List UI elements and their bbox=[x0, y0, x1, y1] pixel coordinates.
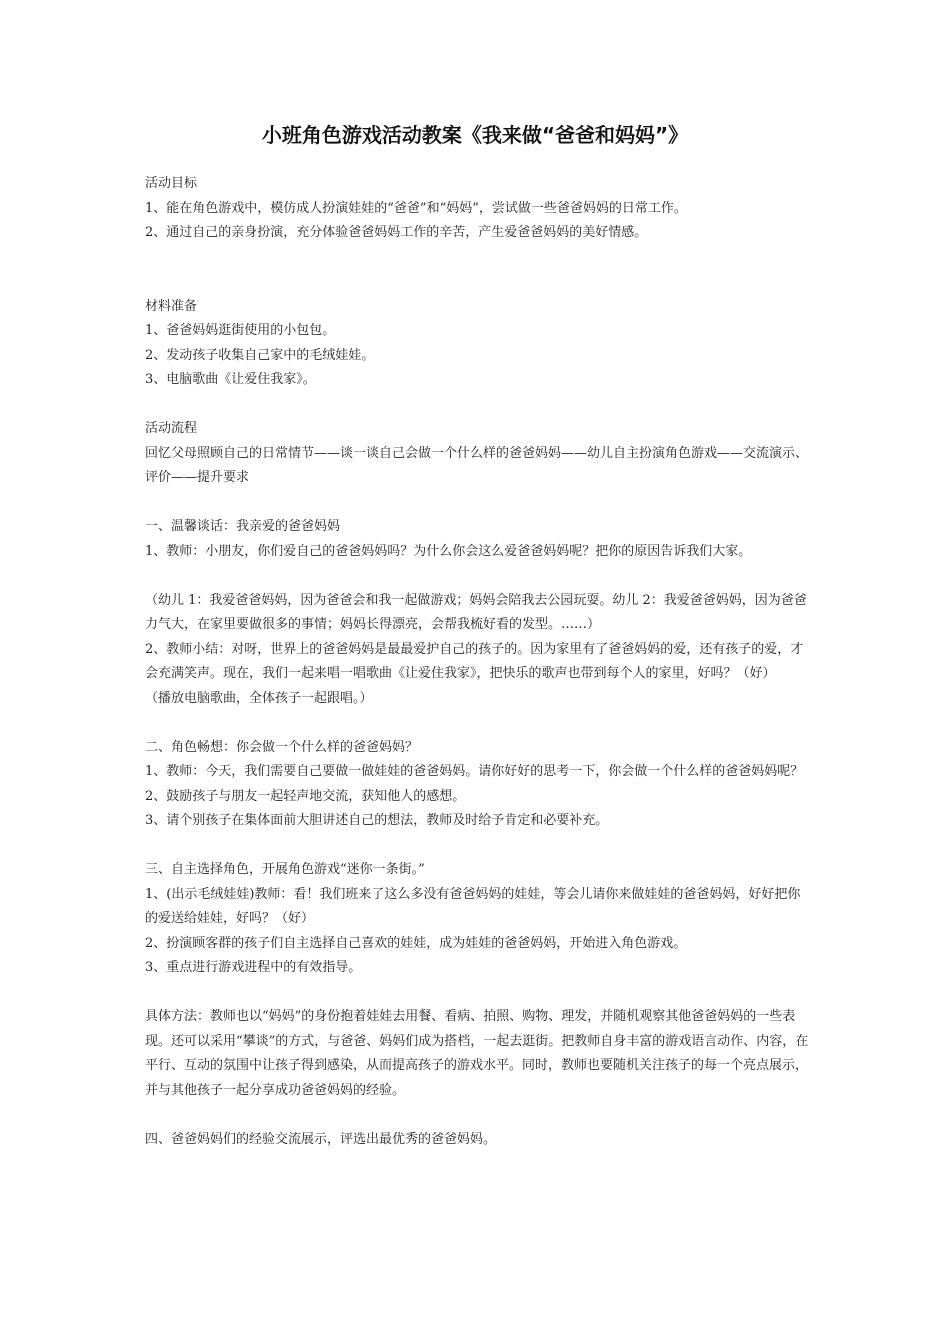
process-text: 回忆父母照顾自己的日常情节——谈一谈自己会做一个什么样的爸爸妈妈——幼儿自主扮演角色游戏——交流演示、评价——提升要求 bbox=[145, 445, 809, 485]
goals-heading: 活动目标 bbox=[145, 176, 198, 191]
section1-item: 1、教师：小朋友，你们爱自己的爸爸妈妈吗？为什么你会这么爱爸爸妈妈呢？把你的原因告诉我们大家。 bbox=[145, 543, 752, 559]
spacer bbox=[145, 1103, 813, 1128]
spacer bbox=[145, 491, 813, 516]
section2-item: 2、鼓励孩子与朋友一起轻声地交流，获知他人的感想。 bbox=[145, 788, 466, 804]
section2-heading: 二、角色畅想：你会做一个什么样的爸爸妈妈？ bbox=[145, 739, 419, 755]
spacer bbox=[145, 246, 813, 295]
section3-item: 1、(出示毛绒娃娃)教师：看！我们班来了这么多没有爸爸妈妈的娃娃，等会儿请你来做娃娃的爸爸妈妈，好好把你的爱送给娃娃，好吗？（好） bbox=[145, 886, 801, 926]
goals-item: 1、能在角色游戏中，模仿成人扮演娃娃的“爸爸”和“妈妈”，尝试做一些爸爸妈妈的日常工作。 bbox=[145, 200, 687, 216]
spacer bbox=[145, 834, 813, 859]
materials-item: 1、爸爸妈妈逛街使用的小包包。 bbox=[145, 323, 336, 338]
section3-item: 3、重点进行游戏进程中的有效指导。 bbox=[145, 960, 362, 975]
spacer bbox=[145, 564, 813, 589]
spacer bbox=[145, 711, 813, 736]
section1-children-answers: （幼儿 1：我爱爸爸妈妈，因为爸爸会和我一起做游戏；妈妈会陪我去公园玩耍。幼儿 2：我爱爸爸妈妈，因为爸爸力气大，在家里要做很多的事情；妈妈长得漂亮，会帮我梳好看的发型。……） bbox=[145, 592, 807, 632]
spacer bbox=[145, 981, 813, 1006]
materials-item: 3、电脑歌曲《让爱住我家》。 bbox=[145, 372, 316, 387]
section1-heading: 一、温馨谈话：我亲爱的爸爸妈妈 bbox=[145, 519, 341, 534]
method-paragraph: 具体方法：教师也以“妈妈”的身份抱着娃娃去用餐、看病、拍照、购物、理发，并随机观察其他爸爸妈妈的一些表现。还可以采用“攀谈”的方式，与爸爸、妈妈们成为搭档，一起去逛街。把教师自身丰富的游戏语言动作、内容，在平行、互动的氛围中让孩子得到感染，从而提高孩子的游戏水平。同时，教师也要随机关注孩子的每一个亮点展示，并与其他孩子一起分享成功爸爸妈妈的经验。 bbox=[145, 1009, 809, 1098]
section3-item: 2、扮演顾客群的孩子们自主选择自己喜欢的娃娃，成为娃娃的爸爸妈妈，开始进入角色游戏。 bbox=[145, 935, 687, 951]
document-title: 小班角色游戏活动教案《我来做“爸爸和妈妈”》 bbox=[261, 123, 689, 147]
section1-item: 2、教师小结：对呀，世界上的爸爸妈妈是最最爱护自己的孩子的。因为家里有了爸爸妈妈的爱，还有孩子的爱，才会充满笑声。现在，我们一起来唱一唱歌曲《让爱住我家》，把快乐的歌声也带到每个人的家里，好吗？（好） bbox=[145, 641, 804, 681]
document-body bbox=[145, 172, 813, 1152]
goals-item: 2、通过自己的亲身扮演，充分体验爸爸妈妈工作的辛苦，产生爱爸爸妈妈的美好情感。 bbox=[145, 225, 648, 240]
materials-heading: 材料准备 bbox=[145, 298, 198, 314]
spacer bbox=[145, 393, 813, 418]
section2-item: 3、请个别孩子在集体面前大胆讲述自己的想法，教师及时给予肯定和必要补充。 bbox=[145, 813, 609, 828]
section4-heading: 四、爸爸妈妈们的经验交流展示，评选出最优秀的爸爸妈妈。 bbox=[145, 1131, 497, 1147]
process-heading: 活动流程 bbox=[145, 421, 198, 436]
materials-item: 2、发动孩子收集自己家中的毛绒娃娃。 bbox=[145, 347, 375, 363]
section2-item: 1、教师：今天，我们需要自己要做一做娃娃的爸爸妈妈。请你好好的思考一下，你会做一个什么样的爸爸妈妈呢？ bbox=[145, 764, 804, 779]
section3-heading: 三、自主选择角色，开展角色游戏“迷你一条街。” bbox=[145, 862, 425, 877]
section1-note: （播放电脑歌曲，全体孩子一起跟唱。） bbox=[145, 690, 373, 706]
